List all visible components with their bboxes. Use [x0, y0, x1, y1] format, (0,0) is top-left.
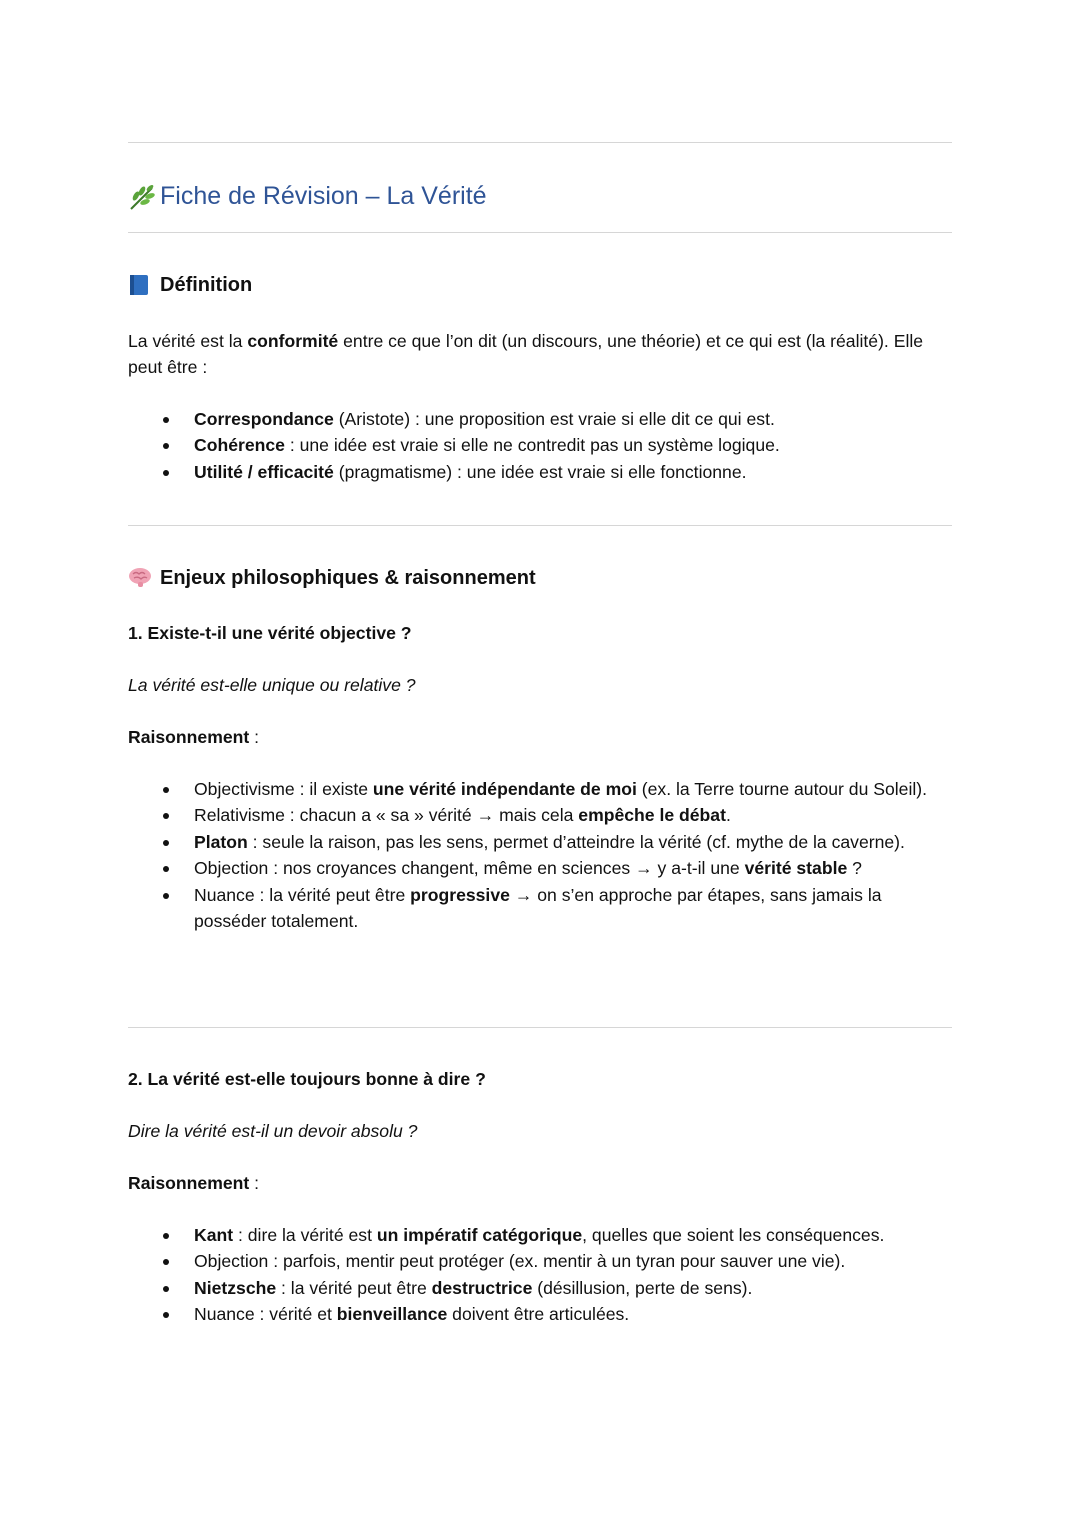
bold-text: Kant: [194, 1225, 234, 1245]
section-heading-enjeux: [128, 564, 952, 592]
bold-text: Utilité / efficacité: [194, 461, 334, 482]
bold-text: vérité stable: [744, 858, 848, 879]
bold-text: conformité: [247, 331, 339, 351]
divider: [128, 1027, 952, 1028]
label: Raisonnement: [128, 727, 250, 747]
bold-text: Nietzsche: [194, 1277, 277, 1298]
divider: [128, 525, 952, 526]
section-heading-definition: [128, 271, 952, 299]
herb-icon: [128, 184, 152, 208]
text-segment: , quelles que soient les conséquences.: [582, 1225, 885, 1245]
book-icon: [128, 273, 152, 297]
bold-text: Platon: [194, 831, 248, 852]
list-item: [128, 406, 952, 432]
heading-text: Définition: [160, 274, 253, 296]
text-segment: : une idée est vraie si elle ne contredit pas un système logique.: [284, 435, 780, 456]
text-segment: (pragmatisme) : une idée est vraie si elle fonctionne.: [333, 461, 747, 482]
heading-text: Enjeux philosophiques & raisonnement: [160, 567, 536, 589]
list-item: [128, 1301, 952, 1327]
text-segment: Nuance : la vérité peut être: [194, 884, 411, 905]
text-segment: Objection : parfois, mentir peut protéger (ex. mentir à un tyran pour sauver une vie).: [194, 1251, 846, 1272]
text-segment: doivent être articulées.: [447, 1304, 630, 1325]
bold-text: bienveillance: [336, 1304, 448, 1325]
list-item: [128, 1248, 952, 1274]
text-segment: : la vérité peut être: [276, 1277, 432, 1298]
list-item: [128, 776, 952, 802]
bold-text: Cohérence: [194, 435, 285, 456]
definition-intro: [128, 328, 952, 381]
q1-reasoning-label: [128, 724, 952, 750]
text-segment: La vérité est la: [128, 331, 248, 351]
q2-title: 2. La vérité est-elle toujours bonne à dire ?: [128, 1069, 486, 1089]
brain-icon: [128, 566, 152, 590]
q1-title: 1. Existe-t-il une vérité objective ?: [128, 623, 412, 643]
bold-text: une vérité indépendante de moi: [372, 779, 637, 799]
text-segment: entre ce que l’on dit (un discours, une théorie) et ce qui est (la réalité). Elle peut être :: [128, 331, 924, 378]
title-text: Fiche de Révision – La Vérité: [160, 182, 487, 210]
text-segment: ?: [847, 858, 862, 879]
label-suffix: :: [249, 1173, 260, 1193]
list-item: [128, 855, 952, 881]
divider: [128, 232, 952, 233]
bold-text: destructrice: [431, 1277, 533, 1298]
q1-list: [128, 776, 952, 934]
label-suffix: :: [249, 727, 260, 747]
text-segment: (ex. la Terre tourne autour du Soleil).: [636, 779, 928, 799]
text-segment: : dire la vérité est: [233, 1225, 377, 1245]
q1-question: La vérité est-elle unique ou relative ?: [128, 675, 416, 695]
bold-text: empêche le débat: [578, 805, 726, 826]
text-segment: Objection : nos croyances changent, même en sciences → y a-t-il une: [194, 858, 745, 879]
text-segment: Nuance : vérité et: [194, 1304, 337, 1325]
page-title: [128, 180, 952, 212]
label: Raisonnement: [128, 1173, 250, 1193]
text-segment: (désillusion, perte de sens).: [532, 1277, 753, 1298]
bold-text: progressive: [410, 884, 510, 905]
list-item: [128, 882, 952, 935]
list-item: [128, 432, 952, 458]
bold-text: un impératif catégorique: [376, 1225, 583, 1245]
text-segment: Objectivisme : il existe: [194, 779, 373, 799]
text-segment: .: [725, 805, 731, 826]
q2-list: [128, 1222, 952, 1328]
text-segment: : seule la raison, pas les sens, permet d’atteindre la vérité (cf. mythe de la caverne).: [247, 831, 905, 852]
q2-reasoning-label: [128, 1170, 952, 1196]
list-item: [128, 802, 952, 828]
definition-list: [128, 406, 952, 485]
q2-question: Dire la vérité est-il un devoir absolu ?: [128, 1121, 418, 1141]
text-segment: → on s’en approche par étapes, sans jamais la posséder totalement.: [194, 884, 882, 932]
list-item: [128, 459, 952, 485]
text-segment: Relativisme : chacun a « sa » vérité → mais cela: [194, 805, 579, 826]
text-segment: (Aristote) : une proposition est vraie si elle dit ce qui est.: [333, 409, 775, 429]
list-item: [128, 829, 952, 855]
divider: [128, 142, 952, 143]
list-item: [128, 1275, 952, 1301]
bold-text: Correspondance: [194, 409, 334, 429]
list-item: [128, 1222, 952, 1248]
